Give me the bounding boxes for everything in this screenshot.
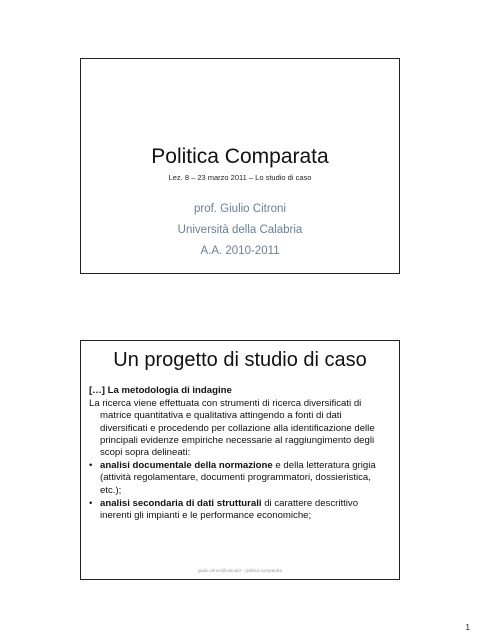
bullet-bold-text: analisi documentale della normazione (100, 460, 273, 472)
academic-year: A.A. 2010-2011 (200, 245, 280, 257)
slide-1-info (81, 199, 399, 262)
slide-footer: giulio.citroni@unical.it - politica comparata (197, 568, 283, 573)
bullet-dot-icon: • (89, 460, 93, 472)
bullet-text: di carattere descrittivo inerenti gli impianti e le performance economiche; (100, 497, 359, 522)
section-heading: […] La metodologia di indagine (89, 385, 232, 396)
slide-1-subtitle: Lez. 8 – 23 marzo 2011 – Lo studio di caso (168, 173, 312, 182)
bullet-text: e della letteratura grigia (attività regolamentare, documenti programmatori, dossieristica, etc.); (100, 460, 376, 496)
slide-2 (80, 340, 400, 580)
bullet-item (89, 460, 391, 497)
slide-2-body (89, 385, 391, 522)
intro-paragraph: La ricerca viene effettuata con strumenti di ricerca diversificati di matrice quantitativa e qualitativa attingendo a fonti di dati diversificati e procedendo per collazione alla identificazione delle principali evidenze empiriche necessarie al raggiungimento degli scopi sopra delineati: (89, 398, 375, 459)
bullet-bold-text: analisi secondaria di dati strutturali (100, 497, 262, 509)
slide-1-title: Politica Comparata (151, 145, 329, 168)
bullet-item (89, 498, 391, 522)
bullet-dot-icon: • (89, 497, 93, 509)
university-name: Università della Calabria (177, 224, 303, 236)
slide-1 (80, 58, 400, 274)
author-name: prof. Giulio Citroni (193, 203, 287, 215)
page-number: 1 (465, 623, 470, 632)
slide-2-title: Un progetto di studio di caso (113, 349, 367, 371)
